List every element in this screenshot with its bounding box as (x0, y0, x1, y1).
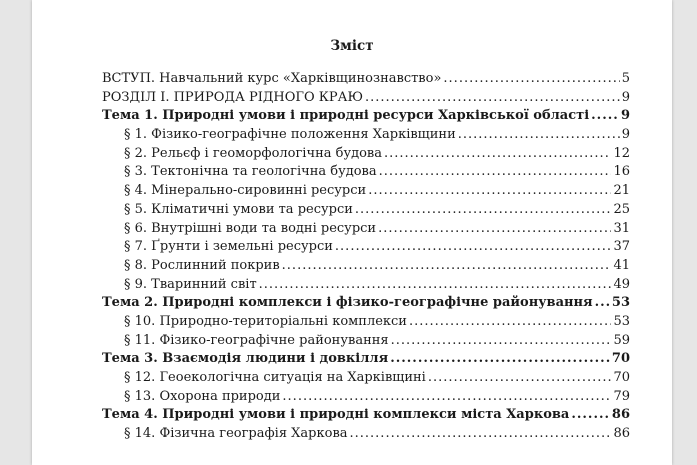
toc-entry-text: § 7. Ґрунти і земельні ресурси (124, 239, 333, 255)
toc-entry[interactable] (102, 276, 630, 295)
toc-entry-page-number: 41 (613, 257, 630, 273)
toc-entry-text: РОЗДІЛ І. ПРИРОДА РІДНОГО КРАЮ (102, 89, 363, 105)
toc-entry-page-number: 16 (613, 164, 630, 180)
toc-entry-page-number: 9 (621, 127, 630, 143)
toc-title: Зміст (330, 38, 374, 54)
dot-leader (282, 388, 611, 407)
toc-entry[interactable] (102, 201, 630, 220)
toc-entry[interactable] (102, 388, 630, 407)
toc-entry[interactable] (102, 163, 630, 182)
toc-entry-page-number: 25 (613, 201, 630, 217)
dot-leader (428, 369, 612, 388)
dot-leader (571, 406, 610, 425)
toc-entry-text: § 6. Внутрішні води та водні ресурси (124, 220, 377, 236)
toc-entry-page-number: 53 (611, 295, 630, 311)
toc-entry[interactable] (102, 107, 630, 126)
dot-leader (350, 425, 612, 444)
dot-leader (355, 201, 612, 220)
toc-entry-text: § 11. Фізико-географічне районування (124, 332, 389, 348)
toc-entry[interactable] (102, 294, 630, 313)
toc-entry-text: ВСТУП. Навчальний курс «Харківщинознавство» (102, 71, 442, 86)
toc-entry-page-number: 21 (613, 183, 630, 199)
dot-leader (384, 145, 611, 164)
toc-entry[interactable] (102, 332, 630, 351)
toc-entry-text: § 14. Фізична географія Харкова (124, 426, 348, 442)
dot-leader (379, 163, 612, 182)
toc-entry-text: Тема 4. Природні умови і природні комплекси міста Харкова (102, 407, 570, 423)
toc-entry-page-number: 5 (621, 71, 630, 86)
toc-entry[interactable] (102, 369, 630, 388)
toc-entry[interactable] (102, 89, 630, 108)
toc-entry[interactable] (102, 70, 630, 89)
toc-entry-text: § 8. Рослинний покрив (124, 257, 280, 273)
toc-entry-page-number: 9 (621, 89, 630, 105)
document-page (32, 0, 672, 465)
toc-entry-page-number: 70 (611, 351, 630, 367)
toc-entry[interactable] (102, 220, 630, 239)
toc-entry[interactable] (102, 182, 630, 201)
dot-leader (368, 182, 611, 201)
toc-entry[interactable] (102, 145, 630, 164)
toc-entry-page-number: 9 (620, 108, 630, 124)
dot-leader (443, 70, 619, 89)
dot-leader (282, 257, 612, 276)
toc-entry[interactable] (102, 238, 630, 257)
table-of-contents (102, 70, 630, 444)
toc-entry-page-number: 59 (613, 332, 630, 348)
toc-entry-page-number: 79 (613, 388, 630, 404)
toc-entry-page-number: 12 (613, 145, 630, 161)
dot-leader (335, 238, 612, 257)
toc-entry-text: § 10. Природно-територіальні комплекси (124, 313, 407, 329)
toc-entry-text: § 13. Охорона природи (124, 388, 281, 404)
dot-leader (595, 294, 610, 313)
toc-entry-page-number: 70 (613, 370, 630, 385)
toc-entry[interactable] (102, 126, 630, 145)
dot-leader (259, 276, 612, 295)
dot-leader (391, 332, 612, 351)
dot-leader (390, 350, 610, 369)
dot-leader (365, 89, 620, 108)
toc-entry-text: § 9. Тваринний світ (124, 276, 257, 292)
toc-entry[interactable] (102, 350, 630, 369)
dot-leader (458, 126, 620, 145)
toc-entry-page-number: 37 (613, 239, 630, 255)
toc-entry-text: Тема 2. Природні комплекси і фізико-географічне районування (102, 295, 593, 311)
toc-entry-text: § 1. Фізико-географічне положення Харківщини (124, 127, 456, 143)
toc-entry[interactable] (102, 313, 630, 332)
toc-entry-text: § 2. Рельєф і геоморфологічна будова (124, 145, 382, 161)
toc-entry[interactable] (102, 406, 630, 425)
toc-entry-text: Тема 3. Взаємодія людини і довкілля (102, 351, 389, 367)
toc-entry-page-number: 31 (613, 220, 630, 236)
toc-entry[interactable] (102, 257, 630, 276)
toc-entry-page-number: 53 (613, 313, 630, 329)
dot-leader (378, 220, 611, 239)
toc-entry-text: § 12. Геоекологічна ситуація на Харківщині (124, 370, 426, 385)
toc-entry-page-number: 86 (611, 407, 630, 423)
toc-entry[interactable] (102, 425, 630, 444)
toc-entry-text: Тема 1. Природні умови і природні ресурси Харківської області (102, 108, 590, 124)
toc-entry-page-number: 49 (613, 276, 630, 292)
toc-entry-text: § 5. Кліматичні умови та ресурси (124, 201, 353, 217)
dot-leader (591, 107, 619, 126)
toc-entry-text: § 4. Мінерально-сировинні ресурси (124, 183, 367, 199)
toc-entry-page-number: 86 (613, 426, 630, 442)
dot-leader (409, 313, 611, 332)
toc-entry-text: § 3. Тектонічна та геологічна будова (124, 164, 377, 180)
